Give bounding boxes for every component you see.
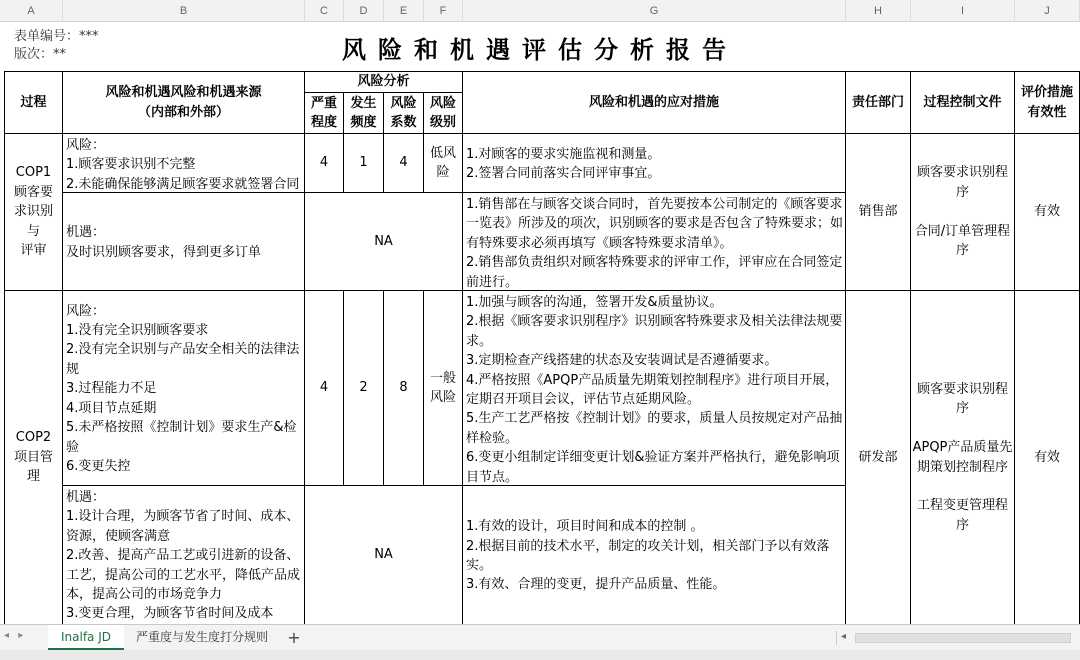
opportunity-source-cop1-text: 机遇： 及时识别顾客要求，得到更多订单 xyxy=(66,225,262,260)
process-cop2[interactable]: COP2 项目管 理 xyxy=(5,291,63,624)
header-coefficient[interactable]: 风险 系数 xyxy=(384,93,424,134)
coefficient-cop2[interactable]: 8 xyxy=(384,291,424,486)
header-measures[interactable]: 风险和机遇的应对措施 xyxy=(463,72,846,134)
opportunity-measures-cop1[interactable]: 1.销售部在与顾客交谈合同时，首先要按本公司制定的《顾客要求一览表》所涉及的项次，识别顾客的要求是否包含了特殊要求；如有特殊要求必须再填写《顾客特殊要求清单》。 2.销售部负责组织对顾客特殊要求的评审工作，评审应在合同签定前进行。 xyxy=(463,193,846,291)
column-header-j[interactable]: J xyxy=(1015,0,1080,22)
opportunity-measures-cop2[interactable] xyxy=(463,486,846,624)
header-department[interactable]: 责任部门 xyxy=(846,72,911,134)
header-control-docs[interactable]: 过程控制文件 xyxy=(911,72,1015,134)
sheet-tab-scoring-rules[interactable]: 严重度与发生度打分规则 xyxy=(135,630,268,644)
column-header-c[interactable]: C xyxy=(305,0,344,22)
effectiveness-cop1[interactable]: 有效 xyxy=(1015,134,1080,291)
column-header-i[interactable]: I xyxy=(911,0,1015,22)
risk-measures-cop1[interactable] xyxy=(463,134,846,193)
risk-source-cop2-text: 风险： 1.没有完全识别顾客要求 2.没有完全识别与产品安全相关的法律法规 3.过程能力不足 4.项目节点延期 5.未严格按照《控制计划》要求生产&检验 6.变更失控 xyxy=(66,303,300,474)
column-header-h[interactable]: H xyxy=(846,0,911,22)
sheet-tab-inalfa-jd[interactable]: Inalfa JD xyxy=(48,625,124,650)
scroll-thumb[interactable] xyxy=(855,633,1071,643)
control-docs-cop2[interactable]: 顾客要求识别程序 APQP产品质量先期策划控制程序 工程变更管理程序 xyxy=(911,291,1015,624)
severity-cop2[interactable]: 4 xyxy=(305,291,344,486)
control-docs-cop1[interactable]: 顾客要求识别程序 合同/订单管理程序 xyxy=(911,134,1015,291)
form-number: 表单编号：*** xyxy=(14,29,99,44)
header-risk-source[interactable]: 风险和机遇风险和机遇来源 （内部和外部） xyxy=(63,72,305,134)
column-header-g[interactable]: G xyxy=(463,0,846,22)
risk-source-cop2[interactable] xyxy=(63,291,305,486)
column-header-f[interactable]: F xyxy=(424,0,463,22)
opportunity-na-cop2[interactable]: NA xyxy=(305,486,463,624)
scroll-left-icon[interactable]: ◂ xyxy=(841,631,847,642)
opportunity-source-cop1[interactable] xyxy=(63,193,305,291)
opportunity-measures-cop2-text: 1.有效的设计，项目时间和成本的控制 。 2.根据目前的技术水平，制定的攻关计划，相关部门予以有效落实。 3.有效、合理的变更，提升产品质量、性能。 xyxy=(466,519,830,593)
status-bar xyxy=(0,650,1080,660)
severity-cop1[interactable]: 4 xyxy=(305,134,344,193)
department-cop1[interactable]: 销售部 xyxy=(846,134,911,291)
risk-measures-cop1-text: 1.对顾客的要求实施监视和测量。 2.签署合同前落实合同评审事宜。 xyxy=(466,146,661,181)
header-severity[interactable]: 严重 程度 xyxy=(305,93,344,134)
frequency-cop2[interactable]: 2 xyxy=(344,291,384,486)
sheet-tab-bar xyxy=(0,624,1080,650)
risk-source-cop1[interactable]: 风险： 1.顾客要求识别不完整 2.未能确保能够满足顾客要求就签署合同 xyxy=(63,134,305,193)
add-sheet-button[interactable]: + xyxy=(287,628,301,647)
version: 版次：** xyxy=(14,47,67,62)
frequency-cop1[interactable]: 1 xyxy=(344,134,384,193)
sheet-nav-arrows-icon[interactable]: ◂ ▸ xyxy=(4,630,27,641)
header-frequency[interactable]: 发生 频度 xyxy=(344,93,384,134)
column-header-a[interactable]: A xyxy=(0,0,63,22)
level-cop2[interactable]: 一般 风险 xyxy=(424,291,463,486)
opportunity-na-cop1[interactable]: NA xyxy=(305,193,463,291)
column-header-b[interactable]: B xyxy=(63,0,305,22)
horizontal-scrollbar[interactable] xyxy=(836,631,1076,645)
column-header-e[interactable]: E xyxy=(384,0,424,22)
header-level[interactable]: 风险 级别 xyxy=(424,93,463,134)
coefficient-cop1[interactable]: 4 xyxy=(384,134,424,193)
header-process[interactable]: 过程 xyxy=(5,72,63,134)
department-cop2[interactable]: 研发部 xyxy=(846,291,911,624)
opportunity-source-cop2[interactable]: 机遇： 1.设计合理，为顾客节省了时间、成本、资源，使顾客满意 2.改善、提高产品工艺或引进新的设备、工艺，提高公司的工艺水平，降低产品成本，提高公司的市场竞争力 3.变更合理，为顾客节省时间及成本 xyxy=(63,486,305,624)
header-effectiveness[interactable]: 评价措施 有效性 xyxy=(1015,72,1080,134)
effectiveness-cop2[interactable]: 有效 xyxy=(1015,291,1080,624)
header-risk-analysis[interactable]: 风险分析 xyxy=(305,72,463,93)
risk-measures-cop2[interactable]: 1.加强与顾客的沟通，签署开发&质量协议。 2.根据《顾客要求识别程序》识别顾客特殊要求及相关法律法规要求。 3.定期检查产线搭建的状态及安装调试是否遵循要求。 4.严格按照《APQP产品质量先期策划控制程序》进行项目开展，定期召开项目会议，评估节点延期风险。 5.生产工艺严格按《控制计划》的要求，质量人员按规定对产品抽样检验。 6.变更小组制定详细变更计划&验证方案并严格执行，避免影响项目节点。 xyxy=(463,291,846,486)
column-header-bar xyxy=(0,0,1080,22)
level-cop1[interactable]: 低风 险 xyxy=(424,134,463,193)
page-title: 风险和机遇评估分析报告 xyxy=(342,36,738,64)
column-header-d[interactable]: D xyxy=(344,0,384,22)
process-cop1[interactable]: COP1 顾客要 求识别 与 评审 xyxy=(5,134,63,291)
